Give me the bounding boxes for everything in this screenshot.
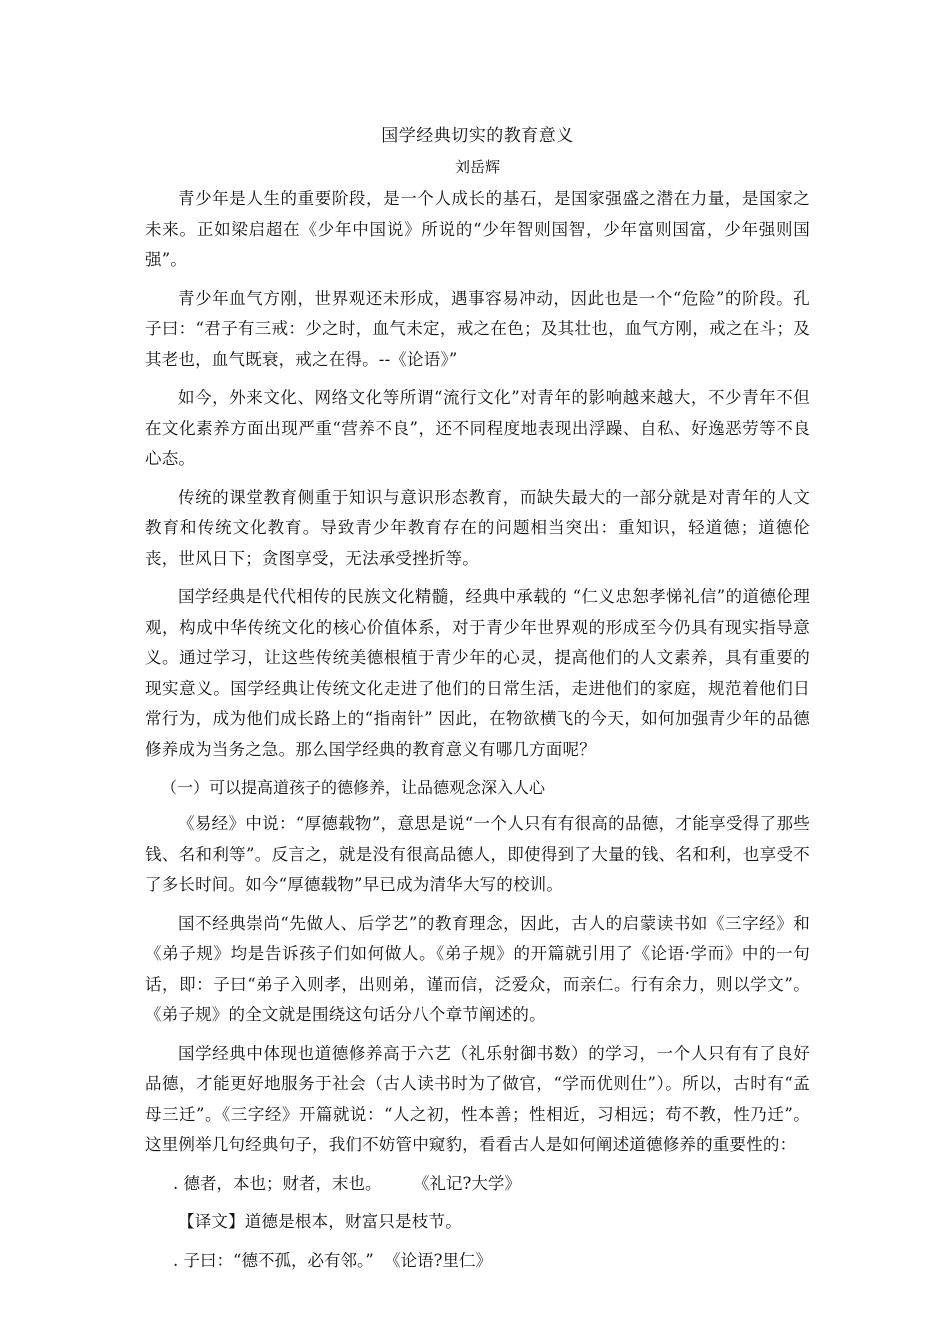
classic-quote: . 子曰：“德不孤，必有邻。” 《论语?里仁》: [173, 1250, 492, 1270]
paragraph: 传统的课堂教育侧重于知识与意识形态教育，而缺失最大的一部分就是对青年的人文教育和传统文化教育。导致青少年教育存在的问题相当突出：重知识，轻道德；道德伦丧，世风日下；贪图享受，无法承受挫折等。: [145, 487, 810, 568]
classic-quote: . 德者，本也；财者，末也。 《礼记?大学》: [173, 1173, 521, 1193]
paragraph: 国学经典中体现也道德修养高于六艺（礼乐射御书数）的学习，一个人只有有了良好品德，才能更好地服务于社会（古人读书时为了做官，“学而优则仕”）。所以，古时有“孟母三迁”。《三字经》开篇就说：“人之初，性本善；性相近，习相远；苟不教，性乃迁”。这里例举几句经典句子，我们不妨管中窥豹，看看古人是如何阐述道德修养的重要性的：: [145, 1043, 810, 1154]
paragraph: 国学经典是代代相传的民族文化精髓，经典中承载的 “仁义忠恕孝悌礼信”的道德伦理观，构成中华传统文化的核心价值体系，对于青少年世界观的形成至今仍具有现实指导意义。通过学习，让这些传统美德根植于青少年的心灵，提高他们的人文素养，具有重要的现实意义。国学经典让传统文化走进了他们的日常生活，走进他们的家庭，规范着他们日常行为，成为他们成长路上的“指南针” 因此，在物欲横飞的今天，如何加强青少年的品德修养成为当务之急。那么国学经典的教育意义有哪几方面呢？: [145, 587, 810, 759]
document-page: [145, 120, 810, 1284]
paragraph: 青少年是人生的重要阶段，是一个人成长的基石，是国家强盛之潜在力量，是国家之未来。正如梁启超在《少年中国说》所说的“少年智则国智，少年富则国富，少年强则国强”。: [145, 189, 810, 269]
document-author: 刘岳辉: [454, 158, 500, 176]
paragraph: 青少年血气方刚，世界观还未形成，遇事容易冲动，因此也是一个“危险”的阶段。孔子曰：“君子有三戒：少之时，血气未定，戒之在色；及其壮也，血气方刚，戒之在斗；及其老也，血气既衰，戒之在得。--《论语》”: [145, 288, 810, 369]
paragraph: 《易经》中说：“厚德载物”，意思是说“一个人只有有很高的品德，才能享受得了那些钱、名和利等”。反言之，就是没有很高品德人，即使得到了大量的钱、名和利，也享受不了多长时间。如今“厚德载物”早已成为清华大写的校训。: [145, 814, 810, 894]
section-heading: （一）可以提高道孩子的德修养，让品德观念深入人心: [161, 778, 546, 797]
paragraph: 如今，外来文化、网络文化等所谓“流行文化”对青年的影响越来越大，不少青年不但在文化素养方面出现严重“营养不良”，还不同程度地表现出浮躁、自私、好逸恶劳等不良心态。: [145, 388, 810, 468]
document-title: 国学经典切实的教育意义: [381, 126, 574, 146]
translation-note: 【译文】道德是根本，财富只是枝节。: [178, 1212, 462, 1231]
paragraph: 国不经典崇尚“先做人、后学艺”的教育理念，因此，古人的启蒙读书如《三字经》和《弟子规》均是告诉孩子们如何做人。《弟子规》的开篇就引用了《论语·学而》中的一句话，即：子曰“弟子入则孝，出则弟，谨而信，泛爱众，而亲仁。行有余力，则以学文”。《弟子规》的全文就是围绕这句话分八个章节阐述的。: [145, 913, 810, 1024]
